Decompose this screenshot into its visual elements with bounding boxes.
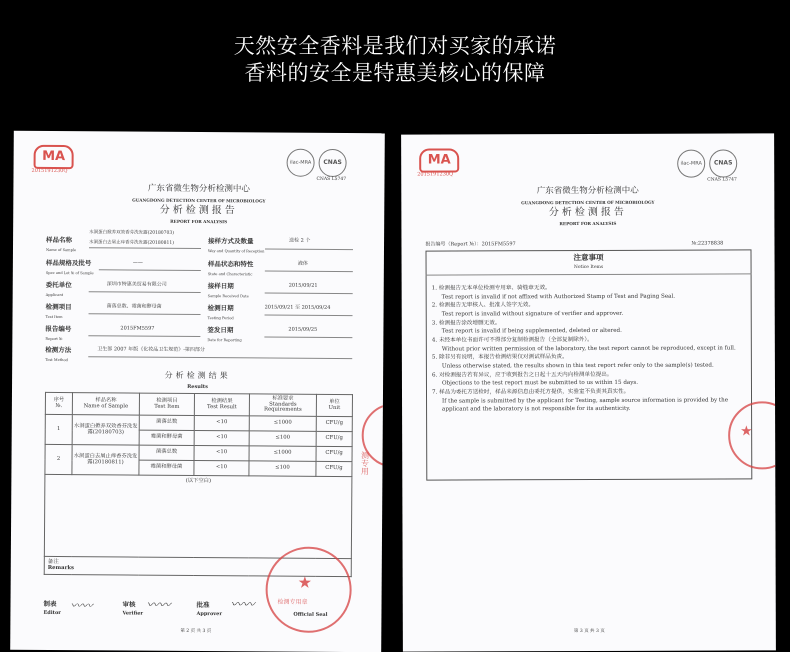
notice-item-en: Test report is invalid without signature of verifier and approver. — [441, 310, 624, 318]
remarks-row: 备注 Remarks — [44, 556, 351, 576]
cnas-number: CNAS L5747 — [707, 177, 737, 183]
paging-seal-star: ★ — [740, 423, 753, 440]
table-row: 2 水洞蛋白去屑止痒香芬洗发露(20180811) 菌落总数 <10 ≤1000 CFU/g — [45, 444, 352, 461]
notice-item: 7. 样品为委托方送检时，样品来源信息由委托方提供，实验室不负责其真实性。 — [431, 388, 630, 396]
field-label: 样品规格及批号 — [45, 258, 92, 268]
cnas-logo: CNAS — [709, 149, 737, 177]
report-title: 分析检测报告 — [548, 206, 627, 219]
table-row: 霉菌和酵母菌 <10 ≤100 CFU/g — [45, 429, 352, 446]
page-footer: 第 2 页 共 3 页 — [180, 628, 212, 635]
approver-signature: 〰〰 — [230, 597, 255, 612]
table-row: 霉菌和酵母菌 <10 ≤100 CFU/g — [45, 459, 352, 476]
header-unit: 单位 Unit — [316, 394, 352, 416]
notice-item: 2. 检测报告无审核人、批准人签字无效。 — [431, 302, 534, 309]
field-label: 样品名称 — [46, 235, 73, 245]
ma-number: 2015191230Q — [417, 171, 454, 178]
field-value: 液体 — [297, 260, 308, 267]
header-no: 序号 №. — [45, 392, 72, 414]
serial-number: №:22378838 — [691, 240, 724, 247]
field-label: 检测日期 — [207, 304, 234, 313]
ma-logo: MA — [419, 148, 459, 172]
header-sample: 样品名称 Name of Sample — [72, 393, 139, 415]
editor-label-en: Editor — [43, 609, 61, 617]
field-label-en: Sample Received Date — [207, 294, 249, 299]
field-value: 卫生部 2007 年版《化妆品卫生规范》-第四部分 — [97, 346, 205, 354]
center-title-en: GUANGDONG DETECTION CENTER OF MICROBIOLOGY — [521, 199, 655, 206]
ma-logo: MA — [34, 145, 74, 169]
report-title: 分析检测报告 — [159, 204, 238, 217]
official-seal-star: ★ — [297, 572, 313, 592]
field-label: 报告编号 — [45, 324, 72, 334]
notice-title-en: Notice Items — [573, 264, 604, 271]
notice-item: 1. 检测报告无本单位检测专用章、骑缝章无效。 — [431, 285, 551, 292]
field-value: —— — [132, 259, 143, 266]
notice-item-en: Test report is invalid if being supplemented, deleted or altered. — [441, 328, 622, 335]
seal-label-en: Official Seal — [293, 611, 328, 618]
notice-item: 4. 未经本单位书面许可不得部分复制检测报告（全部复制除外）。 — [431, 336, 593, 344]
field-label: 接样日期 — [207, 282, 234, 291]
field-label-en: Spec and Lot № of Sample — [45, 270, 94, 276]
notice-item: 3. 检测报告涂改增删无效。 — [431, 319, 501, 327]
field-label-en: Name of Sample — [45, 247, 77, 253]
approver-label: 批准 — [196, 600, 210, 610]
center-title: 广东省微生物分析检测中心 — [536, 185, 639, 197]
notice-item-en: Without prior written permission of the laboratory, the test report cannot be reproduced, except in full. — [441, 345, 736, 353]
editor-signature: 〰〰 — [70, 599, 93, 613]
field-value: 菌落总数、霉菌和酵母菌 — [106, 303, 162, 310]
verifier-signature: 〰〰 — [146, 597, 171, 612]
ilac-mra-logo: ilac-MRA — [677, 150, 705, 178]
field-label: 委托单位 — [45, 280, 72, 290]
report-number: 报告编号（Report №）：2015FM5597 — [425, 241, 516, 248]
center-title-en: GUANGDONG DETECTION CENTER OF MICROBIOLOGY — [132, 197, 266, 204]
verifier-label-en: Verifier — [122, 610, 144, 617]
headline-line-2: 香料的安全是特惠美核心的保障 — [244, 61, 546, 85]
field-value: 送检 2 个 — [289, 237, 311, 244]
field-label-en: Testing Period — [207, 316, 234, 321]
field-label: 接样方式及数量 — [208, 237, 254, 246]
field-value: 水洞蛋白去屑止痒香芬洗发露(20180811) — [89, 240, 174, 246]
notice-item-en: Objections to the test report must be submitted to us within 15 days. — [441, 380, 639, 387]
field-label: 样品状态和特性 — [207, 260, 254, 269]
field-label: 签发日期 — [207, 326, 234, 335]
header-item: 检测项目 Test Item — [139, 393, 194, 415]
editor-label: 制表 — [43, 599, 57, 609]
results-title-en: Results — [187, 383, 208, 391]
field-value: 2015/09/25 — [288, 326, 318, 333]
report-page-results — [10, 131, 385, 652]
header-standard: 标准要求 Standards Requirements — [249, 394, 316, 416]
field-value: 2015FM5597 — [120, 325, 155, 332]
ma-number: 2015191230Q — [31, 167, 68, 175]
notice-list — [432, 283, 746, 414]
verifier-label: 审核 — [122, 600, 136, 609]
approver-label-en: Approver — [196, 610, 223, 618]
field-label: 检测项目 — [45, 302, 72, 312]
official-seal-text: 检测专用章 — [277, 598, 308, 606]
field-label-en: Test Method — [45, 357, 68, 363]
report-page-notice — [401, 133, 776, 651]
field-label-en: Applicant — [45, 292, 64, 298]
headline-line-1: 天然安全香料是我们对买家的承诺 — [233, 34, 557, 58]
notice-title: 注意事项 — [573, 252, 604, 263]
notice-item: 5. 除非另有说明，本报告检测结果仅对测试样品负责。 — [431, 354, 568, 361]
cnas-number: CNAS L5747 — [316, 176, 347, 183]
notice-item-en: Unless otherwise stated, the results shown in this test report refer only to the sample(s) tested. — [441, 362, 714, 370]
paging-seal-text: 测专用 — [360, 451, 370, 476]
report-title-en: REPORT FOR ANALYSIS — [559, 220, 617, 227]
cnas-logo: CNAS — [319, 149, 347, 177]
page-footer: 第 3 页 共 3 页 — [573, 628, 605, 635]
table-blank-row: (以下空白) — [44, 474, 352, 558]
field-value: 2015/09/21 至 2015/09/24 — [264, 304, 331, 311]
field-value: 深圳市特惠美贸易有限公司 — [106, 281, 167, 288]
field-value: 2015/09/21 — [288, 282, 318, 289]
field-label-en: State and Characteristic — [207, 272, 253, 277]
field-label-en: Report № — [45, 336, 63, 342]
field-label-en: Way and Quantity of Reception — [207, 249, 265, 254]
table-row: 1 水洞蛋白掀养双效香芬洗发露(20180703) 菌落总数 <10 ≤1000 CFU/g — [45, 414, 352, 431]
center-title: 广东省微生物分析检测中心 — [147, 183, 250, 195]
results-title: 分析检测结果 — [164, 370, 231, 381]
header-result: 检测结果 Test Result — [194, 393, 249, 415]
ilac-mra-logo: ilac-MRA — [287, 149, 315, 177]
notice-item-en: Test report is invalid if not affixed with Authorized Stamp of Test and Paging Seal. — [441, 293, 676, 301]
field-label-en: Date for Reporting — [207, 338, 242, 343]
field-value: 水洞蛋白掀养双效香芬洗发露(20180703) — [89, 230, 175, 236]
field-label-en: Test Item — [45, 314, 63, 320]
notice-item-en: If the sample is submitted by the applicant for Testing, sample source information is provided by the applicant and the laboratory is not responsible for its authenticity. — [442, 397, 729, 413]
report-title-en: REPORT FOR ANALYSIS — [170, 218, 228, 225]
notice-item: 6. 对检测报告若有异议，应于收到报告之日起十五天内向检测单位提出。 — [431, 371, 613, 379]
field-label: 检测方法 — [45, 345, 72, 355]
